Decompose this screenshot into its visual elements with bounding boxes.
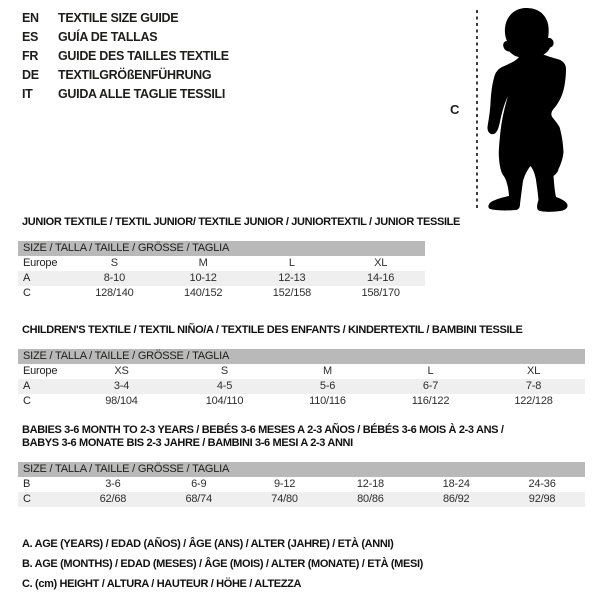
table-cell: S (110, 257, 118, 269)
language-row (22, 65, 229, 84)
table-cell: S (220, 365, 229, 377)
legend-line: C. (cm) HEIGHT / ALTURA / HAUTEUR / HÖHE / ALTEZZA (22, 578, 302, 590)
row-label: C (23, 395, 31, 407)
language-title: GUÍA DE TALLAS (58, 29, 158, 44)
table-row (18, 364, 585, 379)
junior-textile-section (18, 216, 461, 301)
table-cell: 8-10 (103, 272, 125, 284)
row-label: A (23, 380, 31, 392)
height-measure-dashed-line (476, 10, 478, 208)
table-cell: 98/104 (105, 395, 138, 407)
table-cell: 24-36 (528, 478, 556, 490)
table-row (18, 477, 585, 492)
table-cell: 62/68 (99, 493, 127, 505)
table-cell: 80/86 (357, 493, 384, 505)
table-row (18, 256, 425, 271)
language-title: GUIDA ALLE TAGLIE TESSILI (58, 86, 226, 101)
table-cell: 104/110 (205, 395, 244, 407)
table-row (18, 394, 585, 409)
table-heading-line: JUNIOR TEXTILE / TEXTIL JUNIOR/ TEXTILE JUNIOR / JUNIORTEXTIL / JUNIOR TESSILE (22, 216, 461, 228)
table-cell: 4-5 (216, 380, 233, 392)
table-cell: XS (114, 365, 129, 377)
table-cell: L (288, 257, 295, 269)
table-cell: 3-6 (105, 478, 121, 490)
size-header-bar: SIZE / TALLA / TAILLE / GRÖSSE / TAGLIA (18, 349, 585, 364)
table-cell: 6-7 (422, 380, 439, 392)
table-cell: 10-12 (189, 272, 217, 284)
table-cell: 3-4 (113, 380, 130, 392)
baby-silhouette-icon (482, 6, 597, 214)
row-label: Europe (23, 365, 58, 377)
table-cell: XL (526, 365, 541, 377)
table-cell: 140/152 (183, 287, 223, 299)
table-cell: 6-9 (191, 478, 207, 490)
junior-table (18, 241, 425, 301)
table-heading-line: BABYS 3-6 MONATE BIS 2-3 JAHRE / BAMBINI 3-6 MESI A 2-3 ANNI (22, 437, 353, 449)
table-cell: 128/140 (95, 287, 134, 299)
table-cell: 12-18 (356, 478, 384, 490)
language-code: ES (22, 29, 39, 44)
children-textile-section (18, 324, 585, 409)
legend-line: B. AGE (MONTHS) / EDAD (MESES) / ÂGE (MOIS) / ALTER (MONATE) / ETÀ (MESI) (22, 558, 423, 570)
table-row (18, 286, 425, 301)
language-row (22, 84, 229, 103)
height-measure-label: C (450, 102, 460, 117)
table-cell: 92/98 (528, 493, 556, 505)
language-title: TEXTILGRÖßENFÜHRUNG (58, 67, 212, 82)
table-cell: 152/158 (272, 287, 312, 299)
table-cell: 14-16 (367, 272, 395, 284)
language-row (22, 46, 229, 65)
babies-table-heading (18, 424, 585, 450)
language-code: EN (22, 10, 39, 25)
language-row (22, 27, 229, 46)
table-cell: 18-24 (442, 478, 470, 490)
legend-line: A. AGE (YEARS) / EDAD (AÑOS) / ÂGE (ANS) / ALTER (JAHRE) / ETÀ (ANNI) (22, 538, 394, 550)
table-heading-line: CHILDREN'S TEXTILE / TEXTIL NIÑO/A / TEXTILE DES ENFANTS / KINDERTEXTIL / BAMBINI TESSILE (22, 324, 523, 336)
row-label: B (23, 478, 31, 490)
table-cell: 110/116 (309, 395, 346, 407)
table-row (18, 379, 585, 394)
table-cell: M (198, 257, 208, 269)
legend (22, 534, 423, 594)
table-row (18, 271, 425, 286)
language-code: FR (22, 48, 39, 63)
row-label: A (23, 272, 31, 284)
table-cell: 5-6 (319, 380, 336, 392)
table-cell: 158/170 (361, 287, 400, 299)
table-row (18, 492, 585, 507)
table-cell: M (323, 365, 332, 377)
table-cell: L (427, 365, 434, 377)
language-title: TEXTILE SIZE GUIDE (58, 10, 179, 25)
table-cell: 68/74 (185, 493, 212, 505)
language-title: GUIDE DES TAILLES TEXTILE (58, 48, 229, 63)
language-code: DE (22, 67, 39, 82)
children-table (18, 349, 585, 409)
language-code: IT (22, 86, 33, 101)
children-table-heading (18, 324, 585, 337)
table-heading-line: BABIES 3-6 MONTH TO 2-3 YEARS / BEBÉS 3-6 MESES A 2-3 AÑOS / BÉBÉS 3-6 MOIS À 2-3 ANS / (22, 424, 504, 436)
table-cell: 74/80 (271, 493, 298, 505)
row-label: C (23, 287, 31, 299)
table-cell: 9-12 (273, 478, 296, 490)
table-cell: 12-13 (278, 272, 306, 284)
table-cell: 116/122 (411, 395, 450, 407)
row-label: C (23, 493, 31, 505)
size-header-bar: SIZE / TALLA / TAILLE / GRÖSSE / TAGLIA (18, 462, 585, 477)
table-cell: XL (374, 257, 388, 269)
size-header-bar: SIZE / TALLA / TAILLE / GRÖSSE / TAGLIA (18, 241, 425, 256)
babies-textile-section (18, 424, 585, 507)
table-cell: 7-8 (525, 380, 542, 392)
language-list (22, 8, 229, 103)
table-cell: 122/128 (514, 395, 553, 407)
babies-table (18, 462, 585, 507)
junior-table-heading (18, 216, 461, 229)
language-row (22, 8, 229, 27)
row-label: Europe (23, 257, 58, 269)
table-cell: 86/92 (442, 493, 470, 505)
